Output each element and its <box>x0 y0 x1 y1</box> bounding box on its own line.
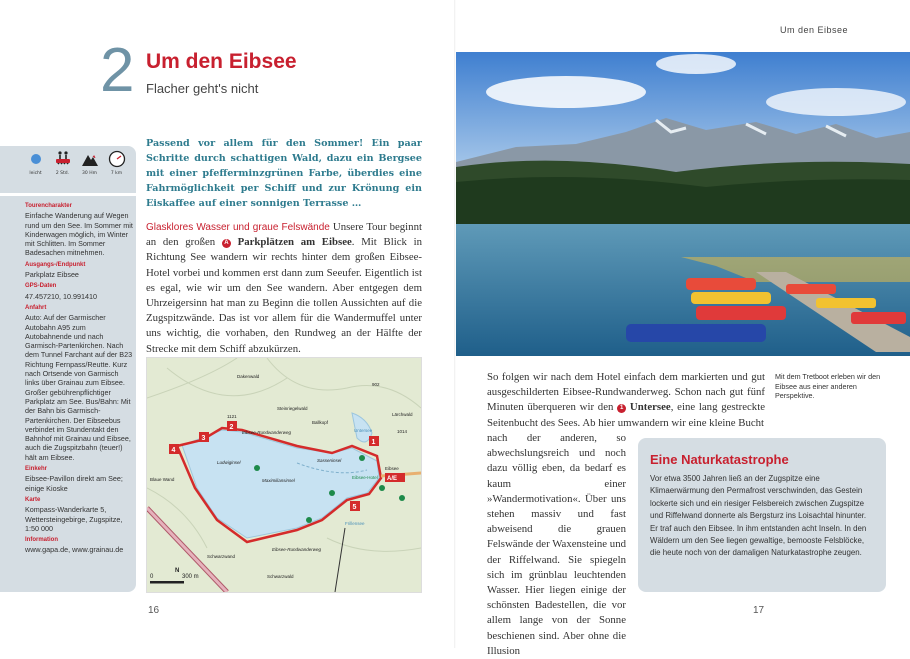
svg-text:0: 0 <box>150 574 154 580</box>
map-label: Sasseninsel <box>317 458 342 463</box>
info-box-title: Eine Naturkatastrophe <box>650 452 789 467</box>
route-marker: 4 <box>171 447 176 454</box>
map-label: 902 <box>372 382 380 387</box>
divider <box>0 193 136 196</box>
chapter-subtitle: Flacher geht's nicht <box>146 81 259 96</box>
svg-text:300 m: 300 m <box>182 574 199 580</box>
map-label: Eibsee-Rundwanderweg <box>272 547 322 552</box>
route-marker: 5 <box>352 504 357 511</box>
map-label: Steinriegelwald <box>277 406 308 411</box>
hikers-icon <box>54 150 72 168</box>
route-marker: 1 <box>371 439 376 446</box>
info-box <box>638 438 886 592</box>
stat-distance: 7 km <box>105 150 129 192</box>
tour-stats <box>0 146 136 192</box>
fact-heading: GPS-Daten <box>25 283 57 290</box>
running-head: Um den Eibsee <box>780 25 849 35</box>
map-marker-a-icon: A <box>222 239 231 248</box>
map-label: Maximiliansinsel <box>262 478 295 483</box>
stat-elevation: 30 Hm <box>78 150 102 192</box>
fact-text: www.gapa.de, www.grainau.de <box>25 545 124 555</box>
north-arrow-icon: N <box>175 568 180 574</box>
chapter-number: 2 <box>100 36 135 105</box>
chapter-title: Um den Eibsee <box>146 50 297 73</box>
compass-icon <box>108 150 126 168</box>
map-label: Eibsee <box>385 466 399 471</box>
difficulty-dot-icon <box>27 150 45 168</box>
fact-heading: Einkehr <box>25 466 48 473</box>
map-label: Untersee <box>354 428 373 433</box>
tour-facts <box>25 202 133 555</box>
stat-difficulty: leicht <box>24 150 48 192</box>
map-label: Blaue Wand <box>150 477 175 482</box>
photo-eibsee-pedal-boats <box>456 52 910 356</box>
page-number-right: 17 <box>753 605 765 616</box>
route-map <box>146 357 422 593</box>
route-marker: A/E <box>387 476 398 482</box>
fact-heading: Anfahrt <box>25 304 47 311</box>
section-lead: Glasklores Wasser und graue Felswände <box>146 222 330 233</box>
body-text-3: nach der anderen, so abwechslungsreich und noch dazu völlig eben, da bedarf es kaum einer »Wandermotivation«. Über uns stehen massiv und fast abweisend die grauen Felswände der Waxensteine und der Riffelwand. Sie spiegeln sich im grünblau leuchtenden Wasser. Hier liegen einige der schönsten Badestellen, die vor allem lange von der Sonne beschienen sind. Aber ohne die Illusion <box>487 432 626 657</box>
map-marker-1-icon: 1 <box>617 404 626 413</box>
map-label: Lärchwald <box>392 412 413 417</box>
photo-caption: Mit dem Tretboot erleben wir den Eibsee aus einer anderen Perspektive. <box>775 372 881 401</box>
body-text-1: Glasklores Wasser und graue Felswände Unsere Tour beginnt an den großen A Parkplätzen am Eibsee. Mit Blick in Richtung See wandern wir rechts hinter dem großen Eibsee-Hotel vorbei und kommen erst dann zum Seeufer. Eigentlich ist es egal, wie wir um den See wandern. Aber entgegen dem Uhrzeigersinn hat man zu Beginn die tollen Aussichten auf die Zugspitzwände. Das ist vor allem für die Wandermuffel unter uns wichtig, die vorhaben, den Rundweg an der Hälfte der Strecke mit dem Schiff abzukürzen. <box>146 221 423 355</box>
fact-heading: Tourencharakter <box>25 203 72 209</box>
page-number-left: 16 <box>148 605 160 616</box>
fact-heading: Karte <box>25 496 41 503</box>
fact-text: Auto: Auf der Garmischer Autobahn A95 zum Autobahnende und nach Garmisch-Partenkirchen. Nach dem Tunnel Farchant auf der B23 Richtung Fernpass/Reutte. Kurz nach Ortsende von Garmisch links über Grainau zum Eibsee. Großer gebührenpflichtiger Parkplatz am See. Bus/Bahn: Mit der Bahn bis Garmisch-Partenkirchen. Der Eibseebus verbindet im Stundentakt den Bahnhof mit Grainau und Eibsee, auch die Zugspitzbahn (teuer!) hält am Eibsee. <box>25 313 133 462</box>
map-label: 1121 <box>227 414 237 419</box>
map-label: 1014 <box>397 429 408 434</box>
fact-text: Parkplatz Eibsee <box>25 270 79 280</box>
stat-duration: 2 Std. <box>51 150 75 192</box>
body-text-2: So folgen wir nach dem Hotel einfach dem markierten und gut ausgeschilderten Eibsee-Rundwanderweg. Schon nach gut fünf Minuten überqueren wir den 1 Untersee, eine lang gestreckte Seitenbucht des Sees. Ab hier umwandern wir eine kleine Bucht <box>487 371 765 429</box>
mountain-icon <box>81 150 99 168</box>
tour-info-sidebar <box>0 146 136 592</box>
fact-text: 47.457210, 10.991410 <box>25 291 97 301</box>
fact-heading: Ausgangs-/Endpunkt <box>25 261 86 268</box>
map-label: Dakenwald <box>237 374 260 379</box>
intro-paragraph: Passend vor allem für den Sommer! Ein paar Schritte durch schattigen Wald, dazu ein Bergsee mit einer pfefferminzgrünen Farbe, überdies eine Fahrmöglichkeit per Schiff und zur Krönung ein Eiskaffee auf einer sonnigen Terrasse … <box>146 138 422 209</box>
map-label: Ludwiginsel <box>217 460 241 465</box>
route-marker: 2 <box>229 424 234 431</box>
route-marker: 3 <box>201 435 206 442</box>
map-label: Frillensee <box>345 521 365 526</box>
fact-heading: Information <box>25 537 58 544</box>
map-label: Schwarzwald <box>267 574 294 579</box>
info-box-text: Vor etwa 3500 Jahren ließ an der Zugspitze eine Klimaerwärmung den Permafrost verschwinden, das Gestein lockerte sich und ein riesiger Felsbereich zwischen Zugspitze und Riffelwand donnerte als Bergsturz ins Loisachtal hinunter. Er traf auch den Eibsee. In ihm entstanden acht Inseln. In den Wäldern um den See liegen gewaltige, bemooste Felsblöcke, die heute noch von der damaligen Naturkatastrophe zeugen. <box>650 474 867 558</box>
map-label: Eibsee-Hotel <box>352 475 378 480</box>
fact-text: Eibsee-Pavillon direkt am See; einige Kioske <box>25 474 123 493</box>
fact-text: Einfache Wanderung auf Wegen rund um den See. Im Sommer mit Kinderwagen möglich, im Winter mit Schlitten. Im Sommer Badesachen mitnehmen. <box>25 211 133 258</box>
map-label: Eibsee-Rundwanderweg <box>242 430 292 435</box>
fact-text: Kompass-Wanderkarte 5, Wettersteingebirge, Zugspitze, 1:50 000 <box>25 505 123 533</box>
map-label: Schwarzwand <box>207 554 236 559</box>
map-label: Ballkopf <box>312 420 329 425</box>
